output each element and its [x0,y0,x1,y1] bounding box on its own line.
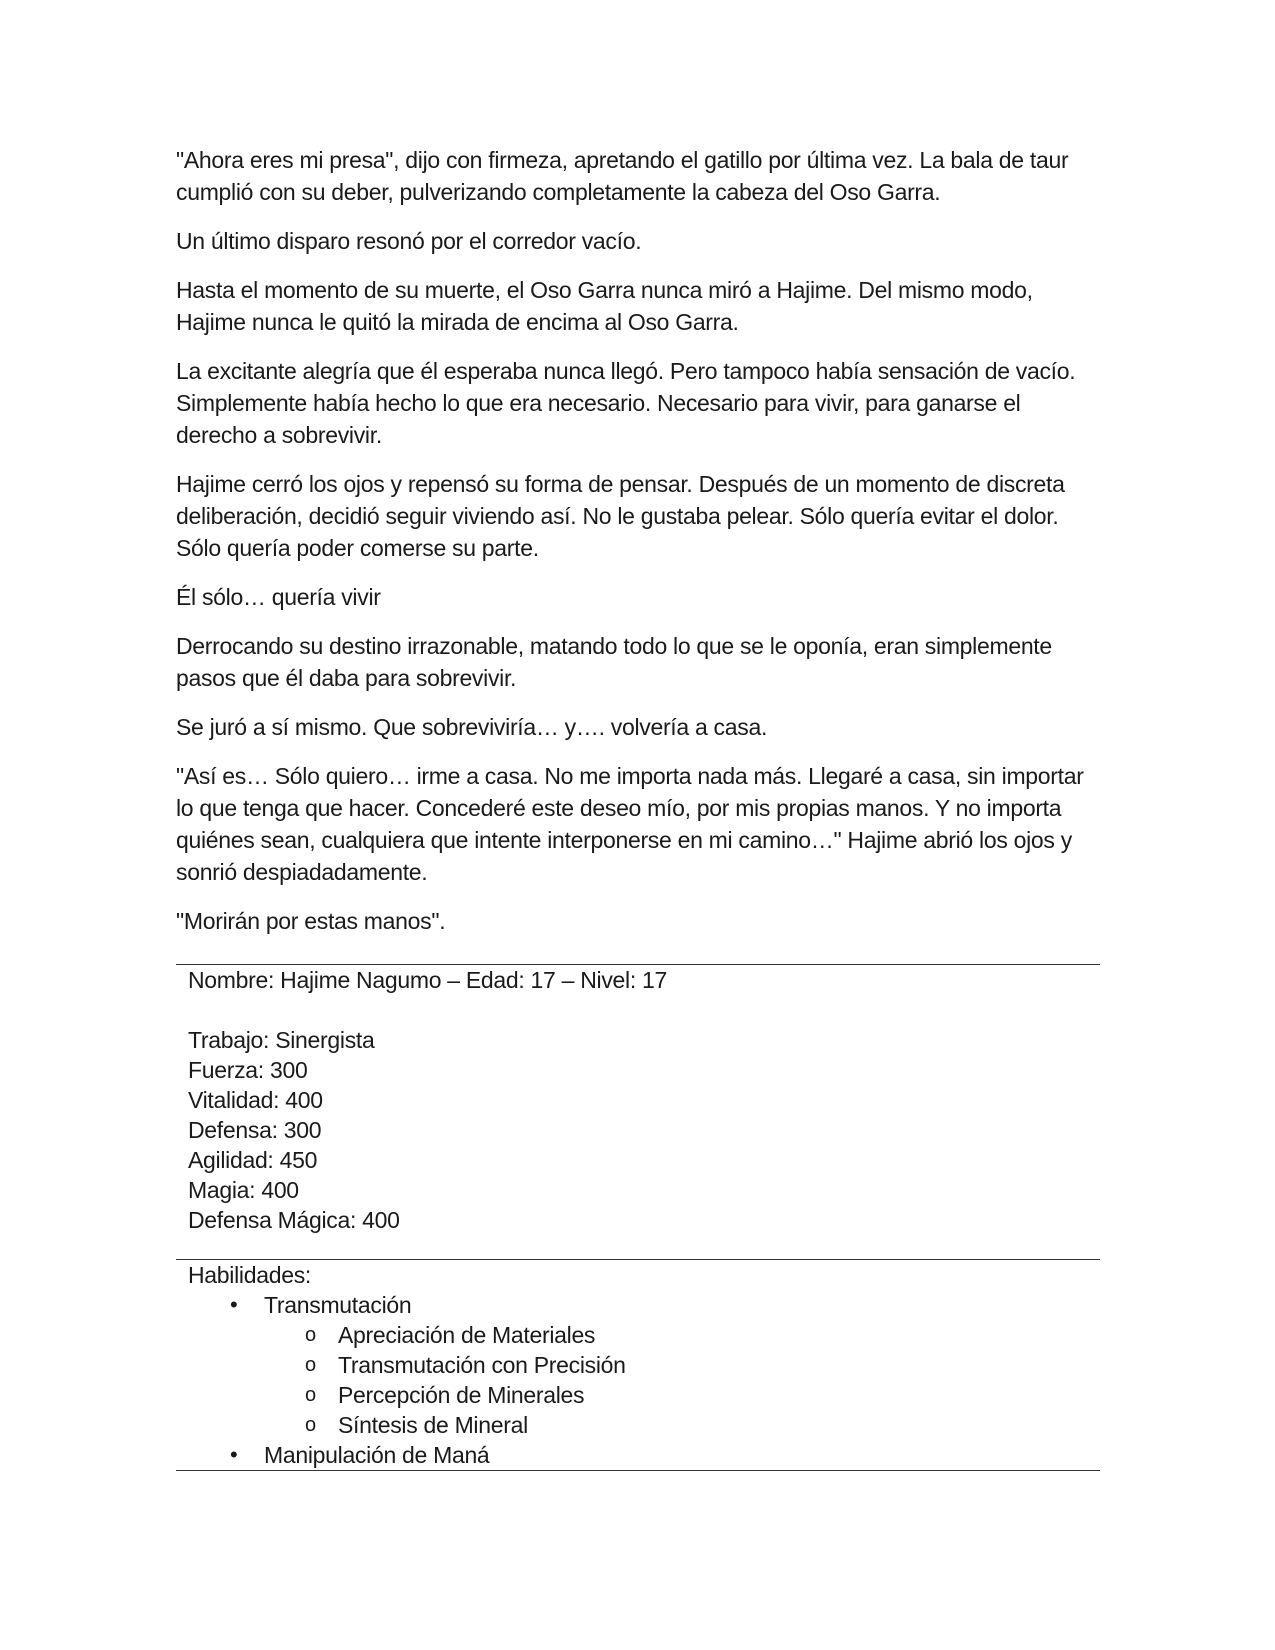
status-name-line: Nombre: Hajime Nagumo – Edad: 17 – Nivel: 17 [188,967,667,993]
status-job: Trabajo: Sinergista [188,1027,375,1053]
sub-skill-item [188,1320,1100,1350]
circle-bullet-icon: o [305,1324,316,1346]
status-vitality: Vitalidad: 400 [188,1087,323,1113]
paragraph: Un último disparo resonó por el corredor vacío. [176,228,642,254]
sub-skill-label: Síntesis de Mineral [338,1412,528,1438]
sub-skill-label: Apreciación de Materiales [338,1322,596,1348]
status-agility: Agilidad: 450 [188,1147,318,1173]
sub-skill-item [188,1380,1100,1410]
paragraph: Derrocando su destino irrazonable, matando todo lo que se le oponía, eran simplemente pasos que él daba para sobrevivir. [176,633,1052,691]
status-magic: Magia: 400 [188,1177,299,1203]
circle-bullet-icon: o [305,1354,316,1376]
status-strength: Fuerza: 300 [188,1057,308,1083]
paragraph: "Así es… Sólo quiero… irme a casa. No me importa nada más. Llegaré a casa, sin importar lo que tenga que hacer. Concederé este deseo mío, por mis propias manos. Y no importa quiénes sean, cualquiera que intente interponerse en mi camino…" Hajime abrió los ojos y sonrió despiadadamente. [176,763,1084,885]
skill-item [188,1440,1100,1470]
skill-label: Transmutación [264,1292,412,1318]
paragraph: "Morirán por estas manos". [176,908,446,934]
bullet-icon: • [230,1442,238,1467]
status-plate [176,964,1100,1471]
paragraph: Hajime cerró los ojos y repensó su forma de pensar. Después de un momento de discreta deliberación, decidió seguir viviendo así. No le gustaba pelear. Sólo quería evitar el dolor. Sólo quería poder comerse su parte. [176,471,1065,561]
paragraph: Él sólo… quería vivir [176,584,381,610]
paragraph: La excitante alegría que él esperaba nunca llegó. Pero tampoco había sensación de vacío. Simplemente había hecho lo que era necesario. Necesario para vivir, para ganarse el derecho a sobrevivir. [176,358,1076,448]
skill-item [188,1290,1100,1320]
skills-heading: Habilidades: [188,1262,311,1288]
skill-label: Manipulación de Maná [264,1442,490,1468]
circle-bullet-icon: o [305,1384,316,1406]
paragraph: "Ahora eres mi presa", dijo con firmeza, apretando el gatillo por última vez. La bala de taur cumplió con su deber, pulverizando completamente la cabeza del Oso Garra. [176,147,1069,205]
status-defense: Defensa: 300 [188,1117,322,1143]
status-magic-defense: Defensa Mágica: 400 [188,1207,400,1233]
skills-list [188,1290,1100,1470]
sub-skill-label: Transmutación con Precisión [338,1352,626,1378]
story-text [176,144,1101,954]
status-stats [176,965,1100,1259]
sub-skill-item [188,1350,1100,1380]
skills-section [176,1260,1100,1470]
circle-bullet-icon: o [305,1414,316,1436]
paragraph: Hasta el momento de su muerte, el Oso Garra nunca miró a Hajime. Del mismo modo, Hajime nunca le quitó la mirada de encima al Oso Garra. [176,277,1033,335]
bullet-icon: • [230,1292,238,1317]
sub-skill-label: Percepción de Minerales [338,1382,585,1408]
sub-skill-item [188,1410,1100,1440]
paragraph: Se juró a sí mismo. Que sobreviviría… y…. volvería a casa. [176,714,768,740]
